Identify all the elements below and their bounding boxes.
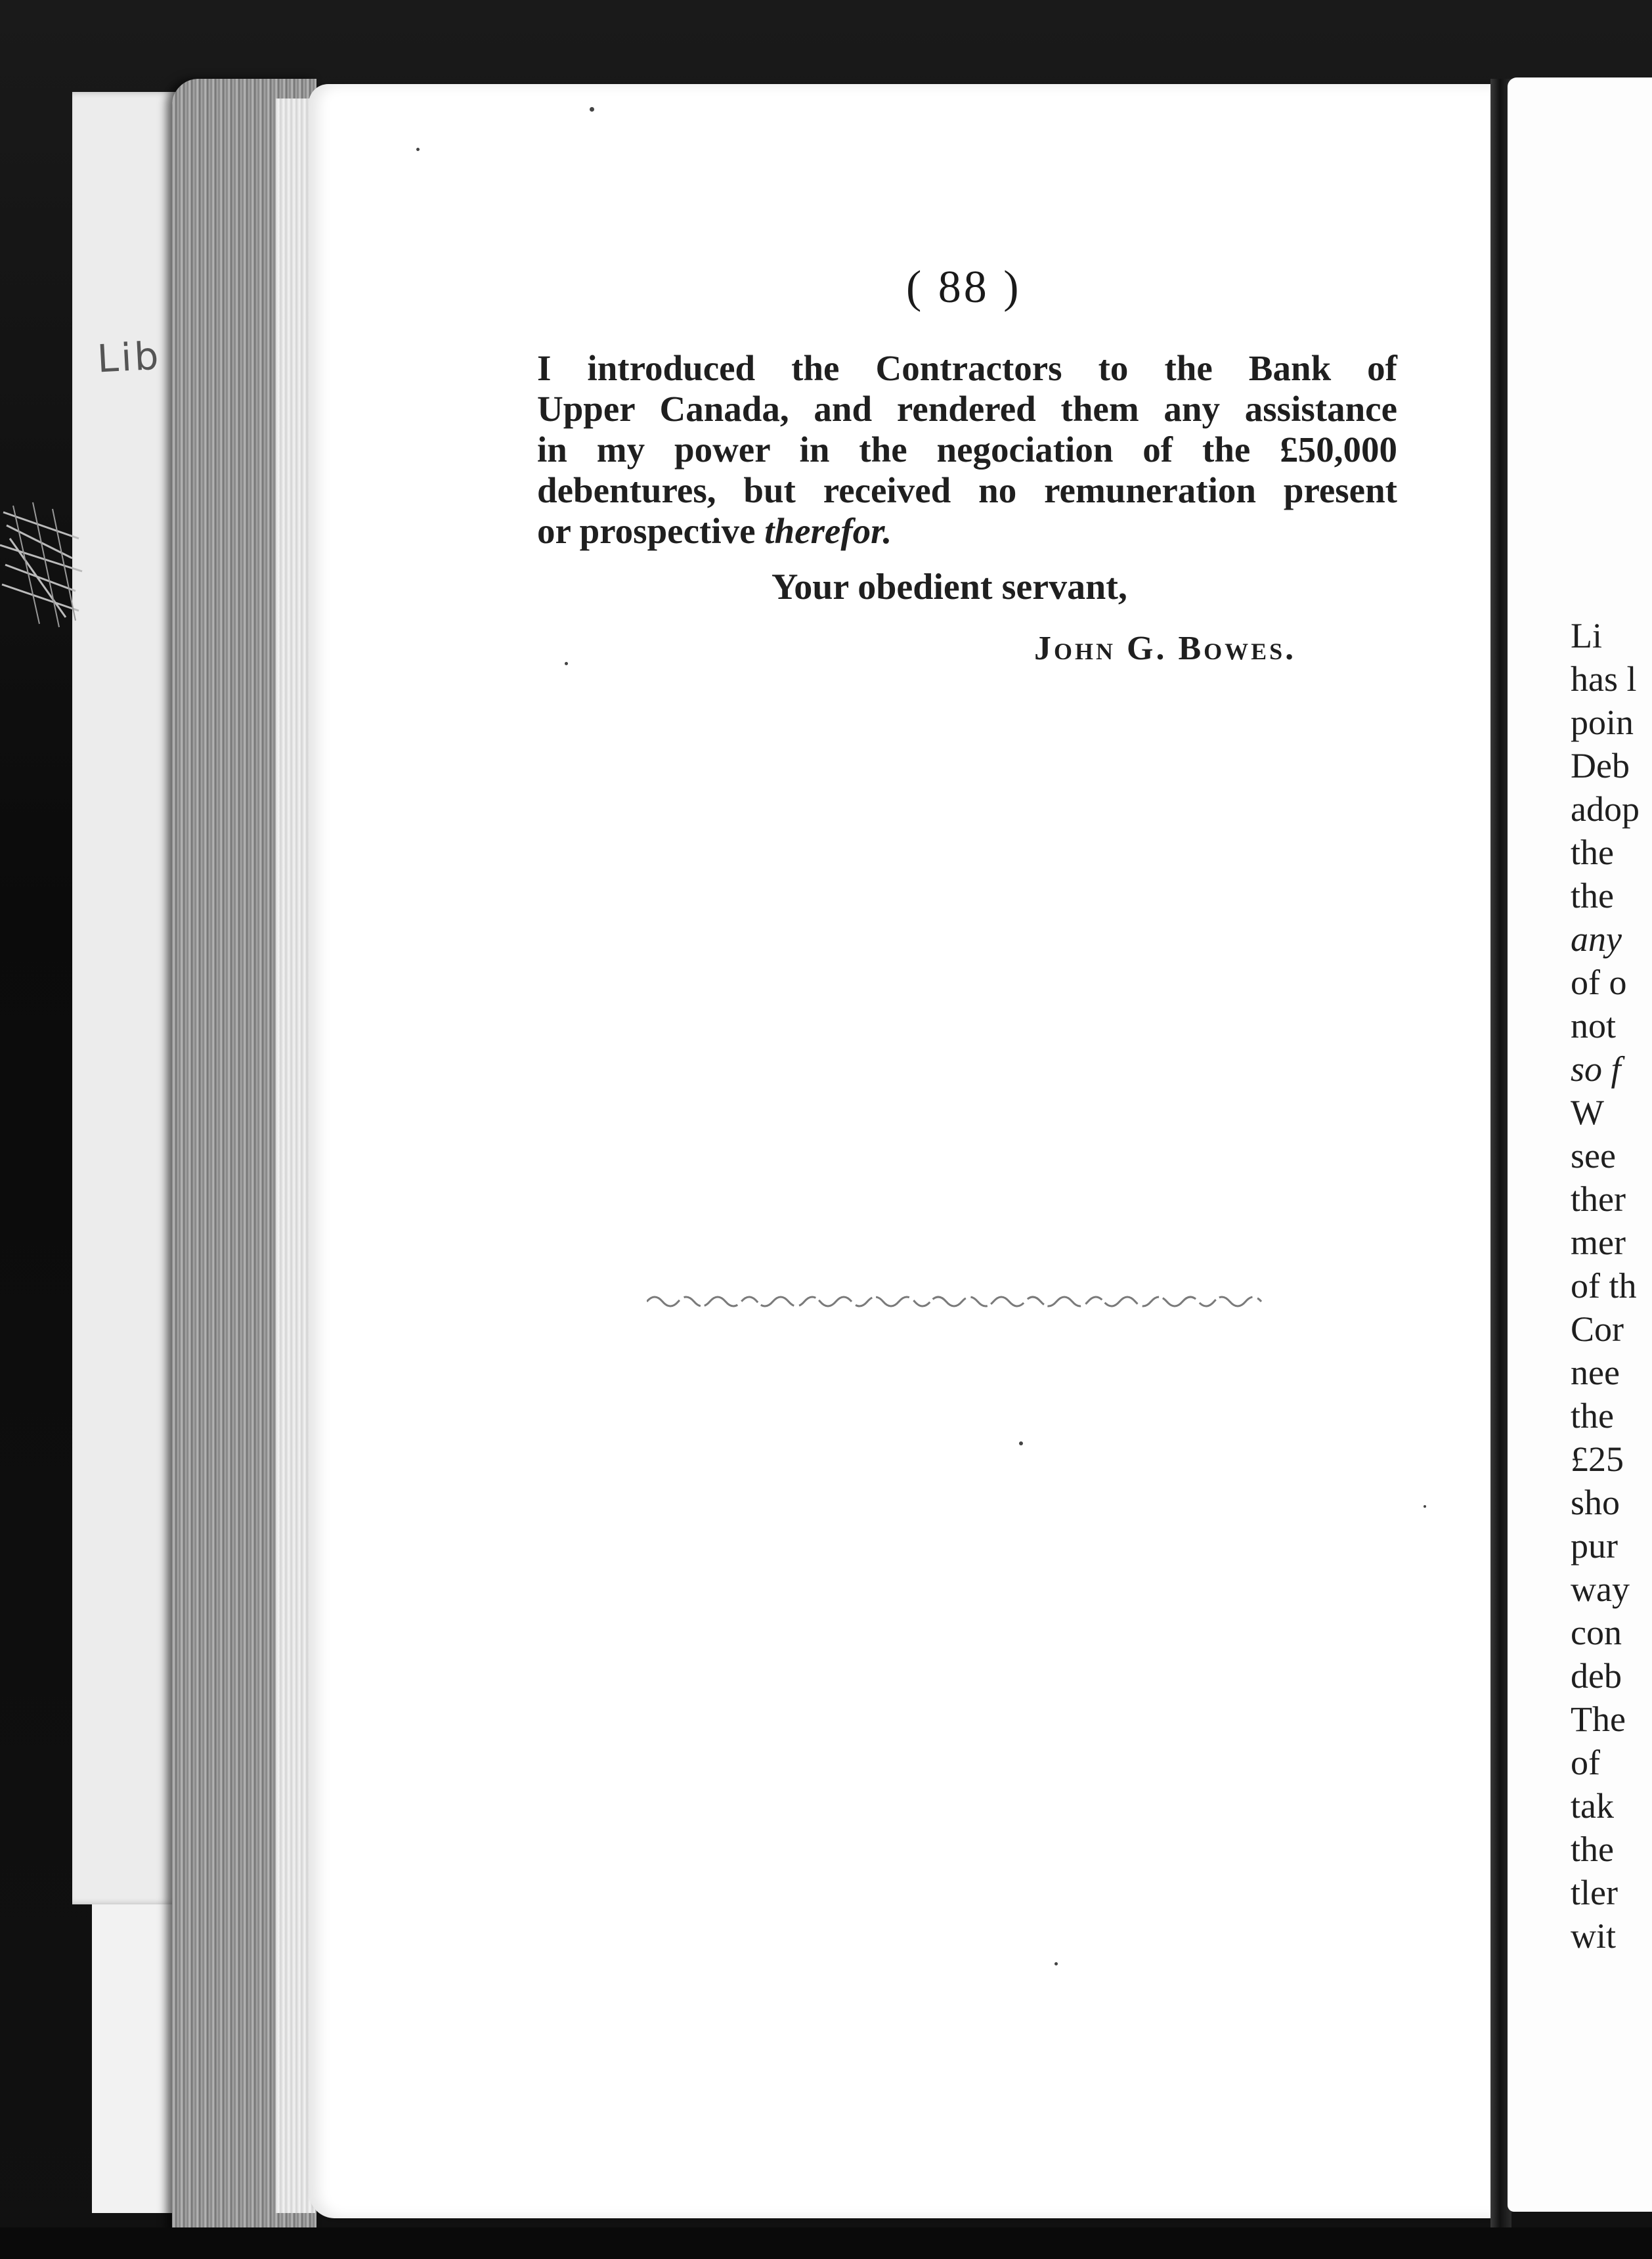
paragraph-line: debentures, but received no remuneration present xyxy=(537,470,1397,510)
paragraph-line-roman: or prospective xyxy=(537,511,765,551)
facing-line: pur xyxy=(1571,1526,1618,1566)
paragraph-line: I introduced the Contractors to the Bank of xyxy=(537,348,1397,388)
facing-line: of xyxy=(1571,1743,1600,1782)
facing-line: nee xyxy=(1571,1353,1620,1392)
ink-speck xyxy=(1054,1962,1058,1965)
facing-line: has l xyxy=(1571,659,1637,699)
facing-line: tak xyxy=(1571,1786,1614,1826)
facing-line: The xyxy=(1571,1700,1626,1739)
facing-line: not xyxy=(1571,1006,1617,1045)
paragraph-line-italic: therefor. xyxy=(764,511,892,551)
facing-line: mer xyxy=(1571,1223,1626,1262)
facing-line: of th xyxy=(1571,1266,1637,1305)
scan-bottom-edge xyxy=(0,2227,1652,2259)
letter-closing: Your obedient servant, xyxy=(772,567,1127,607)
ink-speck xyxy=(416,148,420,151)
facing-line: see xyxy=(1571,1136,1616,1175)
facing-line: Li xyxy=(1571,616,1602,655)
facing-line: so f xyxy=(1571,1049,1621,1089)
facing-line: the xyxy=(1571,876,1614,915)
facing-line: £25 xyxy=(1571,1439,1624,1479)
facing-line: the xyxy=(1571,833,1614,872)
paragraph-line xyxy=(537,511,1397,552)
facing-line: of o xyxy=(1571,963,1627,1002)
handwritten-label: Lib xyxy=(96,333,162,382)
scratch-marks xyxy=(0,499,85,630)
paragraph-line: in my power in the negociation of the £50,000 xyxy=(537,429,1397,470)
ink-speck xyxy=(1019,1441,1023,1445)
facing-line: Deb xyxy=(1571,746,1630,785)
facing-line: the xyxy=(1571,1830,1614,1869)
facing-line: the xyxy=(1571,1396,1614,1436)
facing-line: sho xyxy=(1571,1483,1620,1522)
facing-line: adop xyxy=(1571,789,1640,829)
page-number: ( 88 ) xyxy=(906,262,1022,313)
letter-signature: John G. Bowes. xyxy=(1034,630,1297,667)
facing-line: deb xyxy=(1571,1656,1622,1696)
facing-line: Cor xyxy=(1571,1309,1624,1349)
paragraph-line: Upper Canada, and rendered them any assistance xyxy=(537,389,1397,429)
facing-line: poin xyxy=(1571,703,1634,742)
facing-line: way xyxy=(1571,1569,1630,1609)
facing-line: tler xyxy=(1571,1873,1618,1912)
facing-line: any xyxy=(1571,919,1622,959)
ink-speck xyxy=(1424,1505,1426,1508)
facing-line: W xyxy=(1571,1093,1604,1132)
wavy-separator xyxy=(647,1287,1271,1313)
facing-line: con xyxy=(1571,1613,1622,1652)
library-slip-lower xyxy=(92,1904,184,2213)
facing-page-text xyxy=(1571,614,1652,1958)
letter-paragraph xyxy=(537,348,1397,552)
facing-line: wit xyxy=(1571,1916,1617,1956)
facing-line: ther xyxy=(1571,1179,1626,1219)
ink-speck xyxy=(565,662,568,665)
ink-speck xyxy=(590,107,594,112)
